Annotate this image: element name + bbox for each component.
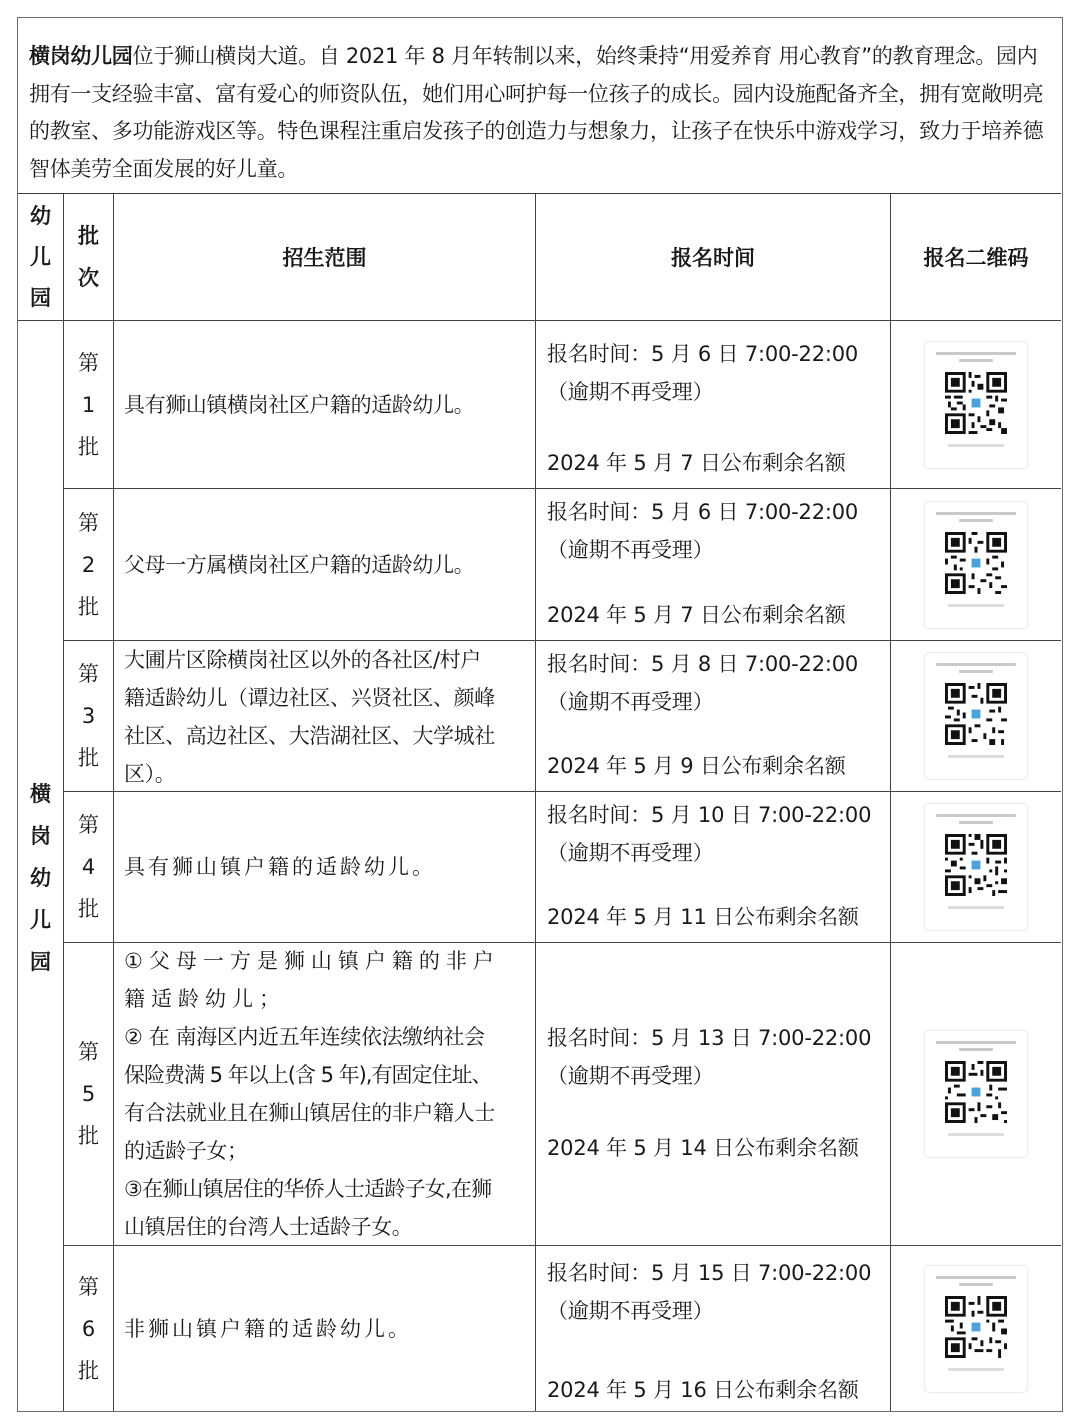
batch-number: 5 bbox=[81, 1082, 96, 1106]
scope-2: 父母一方属横岗社区户籍的适龄幼儿。 bbox=[114, 489, 536, 641]
late-notice: （逾期不再受理） bbox=[547, 380, 714, 404]
qr-card[interactable] bbox=[924, 501, 1028, 629]
scope-4: 具有狮山镇户籍的适龄幼儿。 bbox=[114, 792, 536, 943]
header-char: 批 bbox=[78, 224, 99, 248]
name-char: 儿 bbox=[30, 908, 51, 932]
name-char: 园 bbox=[30, 950, 51, 974]
announce-date: 2024 年 5 月 7 日公布剩余名额 bbox=[547, 603, 846, 627]
enrollment-sheet bbox=[17, 17, 1063, 1412]
scope-line: 区）。 bbox=[124, 762, 176, 786]
qr-caption bbox=[959, 359, 993, 362]
qr-caption bbox=[959, 1283, 993, 1286]
batch-char: 批 bbox=[78, 1358, 99, 1383]
qr-cell-3 bbox=[891, 641, 1061, 792]
scope-3 bbox=[114, 641, 536, 792]
batch-number: 1 bbox=[81, 392, 96, 417]
kindergarten-name-cell bbox=[18, 321, 64, 1411]
header-char: 园 bbox=[30, 285, 51, 310]
late-notice: （逾期不再受理） bbox=[547, 841, 714, 865]
scope-line: 籍适龄幼儿（谭边社区、兴贤社区、颜峰 bbox=[124, 686, 495, 710]
qr-caption bbox=[936, 352, 1016, 355]
scope-line: ③在狮山镇居住的华侨人士适龄子女,在狮 bbox=[124, 1177, 492, 1201]
qr-caption bbox=[936, 512, 1016, 515]
batch-number: 2 bbox=[81, 552, 96, 577]
qr-footer-text bbox=[948, 906, 1004, 909]
batch-3 bbox=[64, 641, 114, 792]
header-char: 儿 bbox=[30, 244, 51, 269]
registration-time: 报名时间：5 月 10 日 7:00-22:00 bbox=[547, 803, 872, 827]
qr-cell-5 bbox=[891, 943, 1061, 1246]
scope-line: 保险费满 5 年以上(含 5 年),有固定住址、 bbox=[124, 1063, 492, 1087]
enrollment-table bbox=[18, 194, 1061, 1411]
registration-time: 报名时间：5 月 13 日 7:00-22:00 bbox=[547, 1026, 872, 1050]
time-4 bbox=[536, 792, 891, 943]
batch-char: 批 bbox=[78, 1124, 99, 1148]
qr-code-icon[interactable] bbox=[945, 532, 1007, 594]
registration-time: 报名时间：5 月 8 日 7:00-22:00 bbox=[547, 652, 859, 676]
late-notice: （逾期不再受理） bbox=[547, 690, 714, 714]
batch-5 bbox=[64, 943, 114, 1246]
late-notice: （逾期不再受理） bbox=[547, 1064, 714, 1088]
qr-card[interactable] bbox=[924, 341, 1028, 469]
registration-time: 报名时间：5 月 15 日 7:00-22:00 bbox=[547, 1261, 872, 1285]
scope-line: 社区、高边社区、大浩湖社区、大学城社 bbox=[124, 724, 495, 748]
time-3 bbox=[536, 641, 891, 792]
time-1 bbox=[536, 321, 891, 489]
qr-caption bbox=[936, 814, 1016, 817]
scope-line: ② 在 南海区内近五年连续依法缴纳社会 bbox=[124, 1025, 485, 1049]
late-notice: （逾期不再受理） bbox=[547, 538, 714, 562]
qr-cell-2 bbox=[891, 489, 1061, 641]
qr-card[interactable] bbox=[924, 803, 1028, 931]
header-time: 报名时间 bbox=[536, 194, 891, 321]
batch-char: 批 bbox=[78, 897, 99, 921]
batch-number: 3 bbox=[81, 704, 96, 728]
intro-text: 位于狮山横岗大道。自 2021 年 8 月年转制以来，始终秉持“用爱养育 用心教育”的教育理念。园内拥有一支经验丰富、富有爱心的师资队伍，她们用心呵护每一位孩子的成长。园内设施配备齐全，拥有宽敞明亮的教室、多功能游戏区等。特色课程注重启发孩子的创造力与想象力，让孩子在快乐中游戏学习，致力于培养德智体美劳全面发展的好儿童。 bbox=[29, 44, 1044, 181]
kindergarten-name-bold: 横岗幼儿园 bbox=[29, 44, 133, 68]
batch-char: 批 bbox=[78, 594, 99, 619]
batch-char: 第 bbox=[78, 510, 99, 535]
qr-footer-text bbox=[948, 755, 1004, 758]
header-char: 次 bbox=[78, 266, 99, 290]
scope-line: 山镇居住的台湾人士适龄子女。 bbox=[124, 1215, 413, 1239]
announce-date: 2024 年 5 月 16 日公布剩余名额 bbox=[547, 1378, 859, 1402]
scope-line: 大圃片区除横岗社区以外的各社区/村户 bbox=[124, 648, 481, 672]
batch-char: 第 bbox=[78, 662, 99, 686]
qr-card[interactable] bbox=[924, 1030, 1028, 1158]
batch-char: 第 bbox=[78, 1040, 99, 1064]
qr-footer-text bbox=[948, 1133, 1004, 1136]
scope-line: ①父母一方是狮山镇户籍的非户 bbox=[124, 949, 500, 973]
name-char: 幼 bbox=[30, 866, 51, 890]
registration-time: 报名时间：5 月 6 日 7:00-22:00 bbox=[547, 342, 859, 366]
qr-caption bbox=[936, 1276, 1016, 1279]
batch-char: 第 bbox=[78, 1274, 99, 1299]
announce-date: 2024 年 5 月 9 日公布剩余名额 bbox=[547, 754, 846, 778]
qr-code-icon[interactable] bbox=[945, 834, 1007, 896]
time-2 bbox=[536, 489, 891, 641]
qr-caption bbox=[936, 663, 1016, 666]
scope-6: 非狮山镇户籍的适龄幼儿。 bbox=[114, 1246, 536, 1411]
qr-cell-4 bbox=[891, 792, 1061, 943]
header-qr: 报名二维码 bbox=[891, 194, 1061, 321]
batch-4 bbox=[64, 792, 114, 943]
time-5 bbox=[536, 943, 891, 1246]
announce-date: 2024 年 5 月 11 日公布剩余名额 bbox=[547, 905, 859, 929]
name-char: 岗 bbox=[30, 824, 51, 848]
qr-caption bbox=[959, 670, 993, 673]
qr-cell-6 bbox=[891, 1246, 1061, 1411]
qr-caption bbox=[936, 1041, 1016, 1044]
header-char: 幼 bbox=[30, 203, 51, 228]
qr-code-icon[interactable] bbox=[945, 683, 1007, 745]
registration-time: 报名时间：5 月 6 日 7:00-22:00 bbox=[547, 500, 859, 524]
qr-code-icon[interactable] bbox=[945, 1296, 1007, 1358]
header-batch bbox=[64, 194, 114, 321]
qr-footer-text bbox=[948, 1368, 1004, 1371]
batch-2 bbox=[64, 489, 114, 641]
scope-1: 具有狮山镇横岗社区户籍的适龄幼儿。 bbox=[114, 321, 536, 489]
batch-char: 第 bbox=[78, 813, 99, 837]
batch-char: 批 bbox=[78, 434, 99, 459]
scope-line: 的适龄子女； bbox=[124, 1139, 248, 1163]
qr-card[interactable] bbox=[924, 1265, 1028, 1393]
batch-char: 第 bbox=[78, 350, 99, 375]
qr-code-icon[interactable] bbox=[945, 1061, 1007, 1123]
late-notice: （逾期不再受理） bbox=[547, 1299, 714, 1323]
qr-cell-1 bbox=[891, 321, 1061, 489]
header-kindergarten bbox=[18, 194, 64, 321]
batch-number: 4 bbox=[81, 855, 96, 879]
qr-footer-text bbox=[948, 604, 1004, 607]
qr-caption bbox=[959, 821, 993, 824]
scope-5 bbox=[114, 943, 536, 1246]
batch-char: 批 bbox=[78, 746, 99, 770]
qr-card[interactable] bbox=[924, 652, 1028, 780]
intro-paragraph bbox=[18, 18, 1061, 194]
announce-date: 2024 年 5 月 7 日公布剩余名额 bbox=[547, 451, 846, 475]
qr-footer-text bbox=[948, 444, 1004, 447]
header-scope: 招生范围 bbox=[114, 194, 536, 321]
name-char: 横 bbox=[30, 782, 51, 806]
qr-code-icon[interactable] bbox=[945, 372, 1007, 434]
qr-caption bbox=[959, 519, 993, 522]
scope-line: 有合法就业且在狮山镇居住的非户籍人士 bbox=[124, 1101, 495, 1125]
qr-caption bbox=[959, 1048, 993, 1051]
time-6 bbox=[536, 1246, 891, 1411]
scope-line: 籍适龄幼儿； bbox=[124, 987, 286, 1011]
batch-6 bbox=[64, 1246, 114, 1411]
announce-date: 2024 年 5 月 14 日公布剩余名额 bbox=[547, 1136, 859, 1160]
batch-1 bbox=[64, 321, 114, 489]
batch-number: 6 bbox=[81, 1316, 96, 1341]
